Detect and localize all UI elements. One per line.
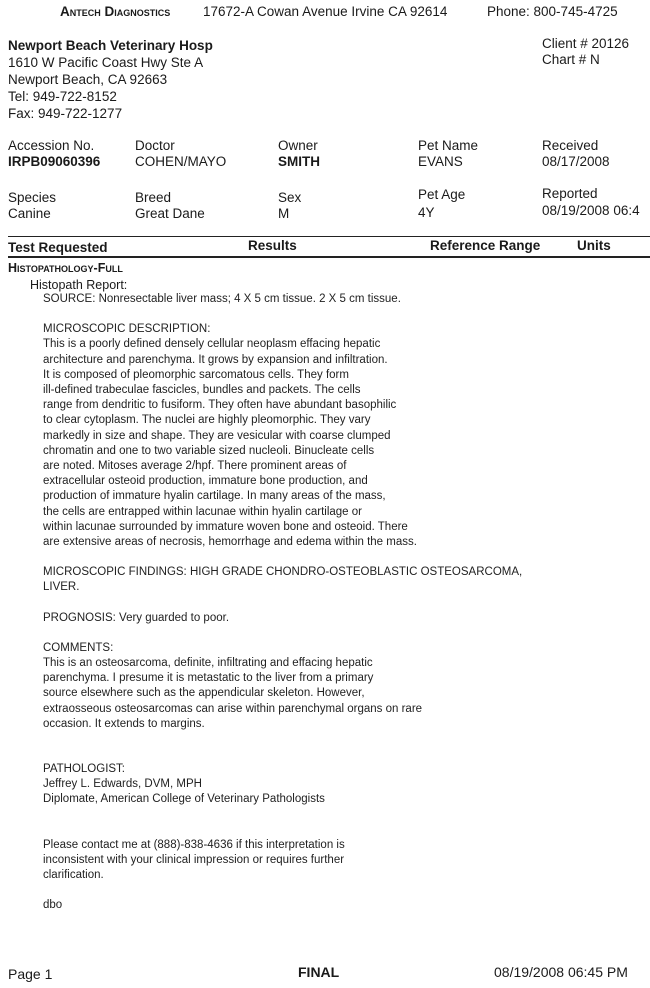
- comments-line: This is an osteosarcoma, definite, infiltrating and effacing hepatic: [43, 657, 373, 670]
- pathologist-name: Jeffrey L. Edwards, DVM, MPH: [43, 778, 202, 791]
- lab-phone: Phone: 800-745-4725: [487, 4, 618, 19]
- comments-line: source elsewhere such as the appendicular skeleton. However,: [43, 687, 365, 700]
- micro-desc-line: This is a poorly defined densely cellular neoplasm effacing hepatic: [43, 338, 381, 351]
- pet-name-label: Pet Name: [418, 138, 479, 153]
- sex-label: Sex: [278, 190, 302, 205]
- test-name: Histopathology-Full: [8, 261, 123, 275]
- micro-desc-line: range from dendritic to fusiform. They often have abundant basophilic: [43, 399, 397, 412]
- received-value: 08/17/2008: [542, 154, 610, 169]
- clinic-city: Newport Beach, CA 92663: [8, 72, 168, 87]
- lab-name: Antech Diagnostics: [60, 4, 171, 19]
- report-title: Histopath Report:: [30, 278, 128, 292]
- doctor-value: COHEN/MAYO: [135, 154, 227, 169]
- footer-timestamp: 08/19/2008 06:45 PM: [494, 964, 628, 980]
- footer-status: FINAL: [298, 964, 340, 980]
- header-rule-top: [8, 236, 650, 237]
- report-body: [43, 292, 522, 914]
- source-line: SOURCE: Nonresectable liver mass; 4 X 5 cm tissue. 2 X 5 cm tissue.: [43, 293, 401, 305]
- doctor-label: Doctor: [135, 138, 175, 153]
- contact-line: clarification.: [43, 869, 104, 882]
- owner-value: SMITH: [278, 154, 320, 169]
- pet-name-value: EVANS: [418, 154, 463, 169]
- contact-line: inconsistent with your clinical impression or requires further: [43, 853, 345, 866]
- pet-age-value: 4Y: [418, 205, 435, 220]
- clinic-tel: Tel: 949-722-8152: [8, 89, 117, 104]
- findings-line: MICROSCOPIC FINDINGS: HIGH GRADE CHONDRO-OSTEOBLASTIC OSTEOSARCOMA,: [43, 566, 523, 579]
- findings-line: LIVER.: [43, 581, 80, 594]
- reported-value: 08/19/2008 06:4: [542, 203, 640, 218]
- micro-desc-heading: MICROSCOPIC DESCRIPTION:: [43, 323, 211, 336]
- clinic-fax: Fax: 949-722-1277: [8, 106, 123, 121]
- reported-label: Reported: [542, 186, 598, 201]
- pathologist-heading: PATHOLOGIST:: [43, 763, 126, 776]
- micro-desc-line: extracellular osteoid production, immature bone production, and: [43, 475, 368, 488]
- micro-desc-line: the cells are entrapped within lacunae within hyalin cartilage or: [43, 505, 362, 518]
- clinic-street: 1610 W Pacific Coast Hwy Ste A: [8, 55, 204, 70]
- header-rule-bottom: [8, 256, 650, 258]
- column-test-requested: Test Requested: [8, 240, 108, 255]
- species-label: Species: [8, 190, 57, 205]
- micro-desc-line: are extensive areas of necrosis, hemorrhage and edema within the mass.: [43, 536, 417, 549]
- micro-desc-line: markedly in size and shape. They are vesicular with coarse clumped: [43, 429, 391, 442]
- micro-desc-line: architecture and parenchyma. It grows by expansion and infiltration.: [43, 353, 388, 366]
- prognosis-line: PROGNOSIS: Very guarded to poor.: [43, 611, 230, 624]
- breed-label: Breed: [135, 190, 172, 205]
- accession-value: IRPB09060396: [8, 154, 101, 169]
- micro-desc-line: are noted. Mitoses average 2/hpf. There prominent areas of: [43, 460, 347, 473]
- chart-number: Chart # N: [542, 52, 600, 67]
- column-units: Units: [577, 238, 611, 253]
- lab-address: 17672-A Cowan Avenue Irvine CA 92614: [203, 4, 448, 19]
- micro-desc-line: It is composed of pleomorphic sarcomatous cells. They form: [43, 368, 349, 381]
- breed-value: Great Dane: [135, 206, 205, 221]
- comments-line: extraosseous osteosarcomas can arise within parenchymal organs on rare: [43, 702, 423, 715]
- footer-page: Page 1: [8, 966, 53, 982]
- micro-desc-line: to clear cytoplasm. The nuclei are highly pleomorphic. They vary: [43, 414, 371, 427]
- comments-heading: COMMENTS:: [43, 641, 114, 654]
- micro-desc-line: production of immature hyalin cartilage. In many areas of the mass,: [43, 490, 386, 503]
- received-label: Received: [542, 138, 599, 153]
- pet-age-label: Pet Age: [418, 187, 466, 202]
- micro-desc-line: within lacunae surrounded by immature woven bone and osteoid. There: [43, 520, 408, 533]
- owner-label: Owner: [278, 138, 318, 153]
- species-value: Canine: [8, 206, 51, 221]
- sex-value: M: [278, 206, 290, 221]
- comments-line: occasion. It extends to margins.: [43, 717, 205, 730]
- micro-desc-line: chromatin and one to two variable sized nucleoli. Binucleate cells: [43, 444, 375, 457]
- comments-line: parenchyma. I presume it is metastatic to the liver from a primary: [43, 672, 374, 685]
- clinic-name: Newport Beach Veterinary Hosp: [8, 38, 213, 53]
- contact-line: Please contact me at (888)-838-4636 if this interpretation is: [43, 838, 345, 851]
- typist-initials: dbo: [43, 899, 63, 912]
- accession-label: Accession No.: [8, 138, 95, 153]
- micro-desc-line: ill-defined trabeculae fascicles, bundles and packets. The cells: [43, 384, 361, 397]
- column-reference-range: Reference Range: [430, 238, 541, 253]
- pathologist-title: Diplomate, American College of Veterinary Pathologists: [43, 793, 325, 806]
- client-number: Client # 20126: [542, 36, 630, 51]
- column-results: Results: [248, 238, 297, 253]
